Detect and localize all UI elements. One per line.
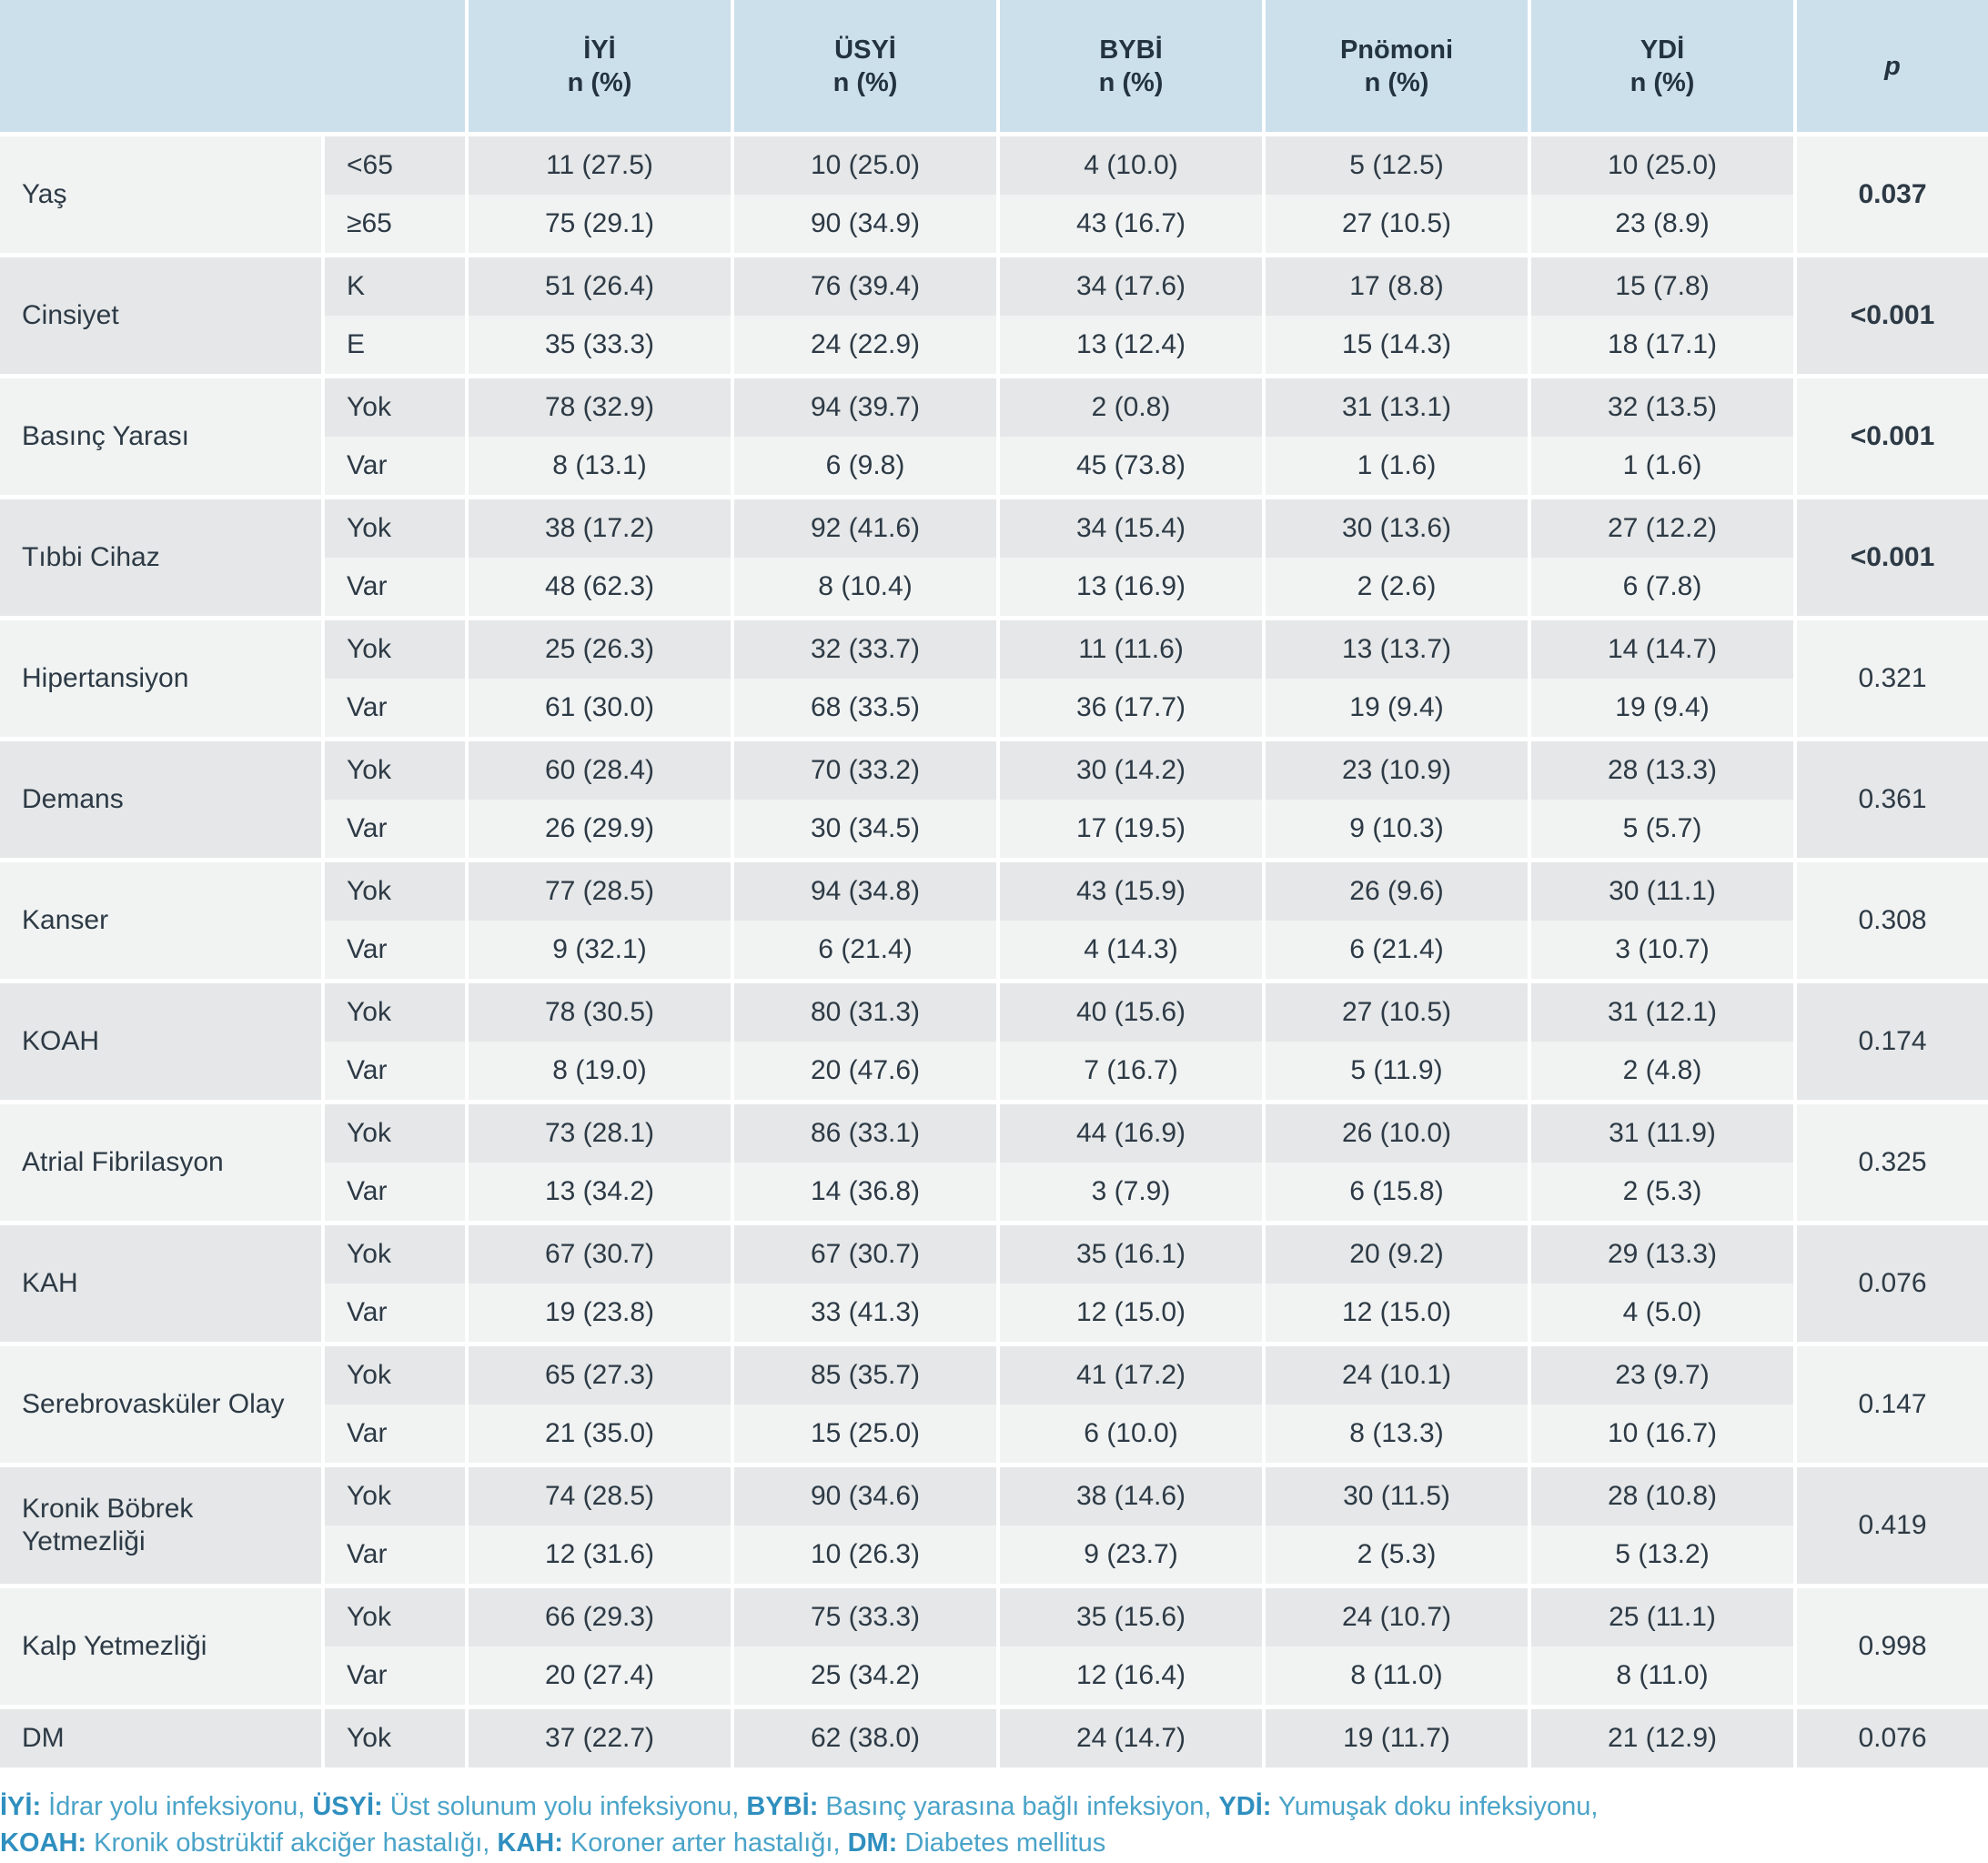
- group-11: [0, 1465, 1988, 1586]
- value-cell: 1 (1.6): [1529, 437, 1795, 498]
- value-cell: 86 (33.1): [732, 1103, 998, 1163]
- value-cell: 5 (12.5): [1264, 135, 1529, 196]
- value-cell: 9 (10.3): [1264, 800, 1529, 861]
- footnote-definition: Kronik obstrüktif akciğer hastalığı,: [86, 1828, 498, 1858]
- subgroup-label: Var: [323, 800, 467, 861]
- header-col-pnomoni: Pnömoni n (%): [1264, 0, 1529, 135]
- value-cell: 10 (26.3): [732, 1526, 998, 1586]
- p-value: <0.001: [1795, 256, 1988, 377]
- value-cell: 5 (13.2): [1529, 1526, 1795, 1586]
- value-cell: 12 (15.0): [1264, 1284, 1529, 1344]
- value-cell: 14 (14.7): [1529, 619, 1795, 680]
- table-row: [0, 1707, 1988, 1768]
- value-cell: 6 (21.4): [1264, 921, 1529, 982]
- subgroup-label: Var: [323, 558, 467, 619]
- group-0: [0, 135, 1988, 256]
- subgroup-label: Yok: [323, 982, 467, 1042]
- subgroup-label: Yok: [323, 1707, 467, 1768]
- subgroup-label: Var: [323, 1284, 467, 1344]
- value-cell: 13 (16.9): [998, 558, 1264, 619]
- subgroup-label: ≥65: [323, 195, 467, 256]
- variable-label: Kalp Yetmezliği: [0, 1586, 323, 1707]
- value-cell: 80 (31.3): [732, 982, 998, 1042]
- subgroup-label: Var: [323, 1042, 467, 1103]
- variable-label: Demans: [0, 740, 323, 861]
- subgroup-label: Var: [323, 1646, 467, 1707]
- value-cell: 21 (12.9): [1529, 1707, 1795, 1768]
- subgroup-label: Var: [323, 679, 467, 740]
- p-value: 0.308: [1795, 861, 1988, 982]
- variable-label: KOAH: [0, 982, 323, 1103]
- value-cell: 19 (11.7): [1264, 1707, 1529, 1768]
- value-cell: 2 (0.8): [998, 377, 1264, 438]
- value-cell: 2 (2.6): [1264, 558, 1529, 619]
- variable-label: Basınç Yarası: [0, 377, 323, 498]
- value-cell: 8 (13.3): [1264, 1405, 1529, 1465]
- variable-label: Kronik Böbrek Yetmezliği: [0, 1465, 323, 1586]
- value-cell: 40 (15.6): [998, 982, 1264, 1042]
- subgroup-label: K: [323, 256, 467, 317]
- footnote-abbr: KOAH:: [0, 1828, 87, 1858]
- variable-label: Atrial Fibrilasyon: [0, 1103, 323, 1224]
- p-value: 0.037: [1795, 135, 1988, 256]
- value-cell: 23 (9.7): [1529, 1344, 1795, 1405]
- value-cell: 25 (11.1): [1529, 1586, 1795, 1647]
- value-cell: 48 (62.3): [467, 558, 732, 619]
- value-cell: 35 (33.3): [467, 316, 732, 377]
- value-cell: 20 (27.4): [467, 1646, 732, 1707]
- value-cell: 28 (13.3): [1529, 740, 1795, 801]
- table-header: [0, 0, 1988, 135]
- value-cell: 5 (11.9): [1264, 1042, 1529, 1103]
- subgroup-label: Yok: [323, 498, 467, 559]
- value-cell: 2 (5.3): [1264, 1526, 1529, 1586]
- subgroup-label: Yok: [323, 861, 467, 921]
- value-cell: 35 (16.1): [998, 1224, 1264, 1284]
- footnote-abbr: KAH:: [497, 1828, 563, 1858]
- footnote-abbr: İYİ:: [0, 1792, 42, 1821]
- value-cell: 67 (30.7): [732, 1224, 998, 1284]
- value-cell: 75 (33.3): [732, 1586, 998, 1647]
- value-cell: 17 (19.5): [998, 800, 1264, 861]
- table-row: [0, 1465, 1988, 1526]
- value-cell: 10 (25.0): [1529, 135, 1795, 196]
- value-cell: 6 (9.8): [732, 437, 998, 498]
- header-col-usyi: ÜSYİ n (%): [732, 0, 998, 135]
- subgroup-label: Yok: [323, 1103, 467, 1163]
- footnote-definition: Yumuşak doku infeksiyonu,: [1271, 1792, 1599, 1821]
- value-cell: 44 (16.9): [998, 1103, 1264, 1163]
- footnote-abbr: BYBİ:: [746, 1792, 819, 1821]
- value-cell: 2 (4.8): [1529, 1042, 1795, 1103]
- table-row: [0, 1344, 1988, 1405]
- footnote-line1: [0, 1788, 1988, 1825]
- subgroup-label: Var: [323, 437, 467, 498]
- value-cell: 68 (33.5): [732, 679, 998, 740]
- value-cell: 13 (12.4): [998, 316, 1264, 377]
- p-value: 0.325: [1795, 1103, 1988, 1224]
- value-cell: 31 (11.9): [1529, 1103, 1795, 1163]
- value-cell: 70 (33.2): [732, 740, 998, 801]
- value-cell: 8 (10.4): [732, 558, 998, 619]
- table-row: [0, 256, 1988, 317]
- group-3: [0, 498, 1988, 619]
- value-cell: 8 (11.0): [1529, 1646, 1795, 1707]
- value-cell: 6 (15.8): [1264, 1163, 1529, 1224]
- value-cell: 32 (13.5): [1529, 377, 1795, 438]
- value-cell: 36 (17.7): [998, 679, 1264, 740]
- group-10: [0, 1344, 1988, 1465]
- value-cell: 15 (7.8): [1529, 256, 1795, 317]
- value-cell: 6 (21.4): [732, 921, 998, 982]
- value-cell: 17 (8.8): [1264, 256, 1529, 317]
- footnote-definition: Basınç yarasına bağlı infeksiyon,: [818, 1792, 1219, 1821]
- group-7: [0, 982, 1988, 1103]
- header-col-ydi: YDİ n (%): [1529, 0, 1795, 135]
- footnote: [0, 1788, 1988, 1861]
- value-cell: 61 (30.0): [467, 679, 732, 740]
- subgroup-label: Var: [323, 1163, 467, 1224]
- value-cell: 26 (10.0): [1264, 1103, 1529, 1163]
- value-cell: 24 (10.7): [1264, 1586, 1529, 1647]
- value-cell: 13 (34.2): [467, 1163, 732, 1224]
- value-cell: 45 (73.8): [998, 437, 1264, 498]
- table-row: [0, 377, 1988, 438]
- value-cell: 15 (25.0): [732, 1405, 998, 1465]
- value-cell: 27 (10.5): [1264, 195, 1529, 256]
- table-row: [0, 982, 1988, 1042]
- value-cell: 25 (26.3): [467, 619, 732, 680]
- value-cell: 30 (13.6): [1264, 498, 1529, 559]
- value-cell: 94 (39.7): [732, 377, 998, 438]
- value-cell: 25 (34.2): [732, 1646, 998, 1707]
- value-cell: 6 (10.0): [998, 1405, 1264, 1465]
- value-cell: 9 (32.1): [467, 921, 732, 982]
- value-cell: 85 (35.7): [732, 1344, 998, 1405]
- subgroup-label: Yok: [323, 1344, 467, 1405]
- value-cell: 28 (10.8): [1529, 1465, 1795, 1526]
- variable-label: Yaş: [0, 135, 323, 256]
- value-cell: 74 (28.5): [467, 1465, 732, 1526]
- value-cell: 21 (35.0): [467, 1405, 732, 1465]
- group-4: [0, 619, 1988, 740]
- p-value: 0.076: [1795, 1224, 1988, 1344]
- value-cell: 34 (17.6): [998, 256, 1264, 317]
- value-cell: 43 (16.7): [998, 195, 1264, 256]
- value-cell: 67 (30.7): [467, 1224, 732, 1284]
- group-6: [0, 861, 1988, 982]
- subgroup-label: Yok: [323, 1224, 467, 1284]
- subgroup-label: Var: [323, 1526, 467, 1586]
- subgroup-label: Var: [323, 1405, 467, 1465]
- p-value: 0.174: [1795, 982, 1988, 1103]
- value-cell: 35 (15.6): [998, 1586, 1264, 1647]
- value-cell: 8 (19.0): [467, 1042, 732, 1103]
- value-cell: 32 (33.7): [732, 619, 998, 680]
- table-row: [0, 1586, 1988, 1647]
- p-value: 0.147: [1795, 1344, 1988, 1465]
- value-cell: 24 (14.7): [998, 1707, 1264, 1768]
- value-cell: 1 (1.6): [1264, 437, 1529, 498]
- value-cell: 18 (17.1): [1529, 316, 1795, 377]
- subgroup-label: <65: [323, 135, 467, 196]
- subgroup-label: Yok: [323, 740, 467, 801]
- subgroup-label: Yok: [323, 377, 467, 438]
- p-value: <0.001: [1795, 377, 1988, 498]
- value-cell: 12 (16.4): [998, 1646, 1264, 1707]
- table-row: [0, 1224, 1988, 1284]
- value-cell: 14 (36.8): [732, 1163, 998, 1224]
- table-row: [0, 498, 1988, 559]
- value-cell: 6 (7.8): [1529, 558, 1795, 619]
- footnote-line2: [0, 1825, 1988, 1861]
- variable-label: Cinsiyet: [0, 256, 323, 377]
- value-cell: 24 (10.1): [1264, 1344, 1529, 1405]
- p-value: 0.361: [1795, 740, 1988, 861]
- table-row: [0, 740, 1988, 801]
- value-cell: 30 (11.1): [1529, 861, 1795, 921]
- p-value: <0.001: [1795, 498, 1988, 619]
- group-9: [0, 1224, 1988, 1344]
- footnote-abbr: YDİ:: [1218, 1792, 1272, 1821]
- group-13: [0, 1707, 1988, 1768]
- value-cell: 12 (31.6): [467, 1526, 732, 1586]
- footnote-definition: İdrar yolu infeksiyonu,: [41, 1792, 313, 1821]
- value-cell: 41 (17.2): [998, 1344, 1264, 1405]
- subgroup-label: Yok: [323, 1465, 467, 1526]
- value-cell: 26 (9.6): [1264, 861, 1529, 921]
- group-1: [0, 256, 1988, 377]
- table-row: [0, 1103, 1988, 1163]
- value-cell: 73 (28.1): [467, 1103, 732, 1163]
- value-cell: 30 (11.5): [1264, 1465, 1529, 1526]
- value-cell: 4 (14.3): [998, 921, 1264, 982]
- table-row: [0, 619, 1988, 680]
- value-cell: 4 (5.0): [1529, 1284, 1795, 1344]
- value-cell: 90 (34.9): [732, 195, 998, 256]
- value-cell: 26 (29.9): [467, 800, 732, 861]
- value-cell: 20 (47.6): [732, 1042, 998, 1103]
- value-cell: 37 (22.7): [467, 1707, 732, 1768]
- value-cell: 3 (7.9): [998, 1163, 1264, 1224]
- subgroup-label: Yok: [323, 619, 467, 680]
- value-cell: 31 (13.1): [1264, 377, 1529, 438]
- subgroup-label: Var: [323, 921, 467, 982]
- value-cell: 11 (11.6): [998, 619, 1264, 680]
- header-col-bybi: BYBİ n (%): [998, 0, 1264, 135]
- value-cell: 24 (22.9): [732, 316, 998, 377]
- group-5: [0, 740, 1988, 861]
- value-cell: 31 (12.1): [1529, 982, 1795, 1042]
- value-cell: 15 (14.3): [1264, 316, 1529, 377]
- table-row: [0, 135, 1988, 196]
- footnote-definition: Koroner arter hastalığı,: [562, 1828, 848, 1858]
- value-cell: 78 (30.5): [467, 982, 732, 1042]
- p-value: 0.321: [1795, 619, 1988, 740]
- p-value: 0.419: [1795, 1465, 1988, 1586]
- value-cell: 60 (28.4): [467, 740, 732, 801]
- variable-label: Kanser: [0, 861, 323, 982]
- value-cell: 43 (15.9): [998, 861, 1264, 921]
- value-cell: 3 (10.7): [1529, 921, 1795, 982]
- variable-label: DM: [0, 1707, 323, 1768]
- value-cell: 20 (9.2): [1264, 1224, 1529, 1284]
- value-cell: 66 (29.3): [467, 1586, 732, 1647]
- value-cell: 5 (5.7): [1529, 800, 1795, 861]
- header-col-p: p: [1795, 0, 1988, 135]
- value-cell: 33 (41.3): [732, 1284, 998, 1344]
- value-cell: 27 (10.5): [1264, 982, 1529, 1042]
- header-empty-cell: [0, 0, 467, 135]
- value-cell: 27 (12.2): [1529, 498, 1795, 559]
- footnote-definition: Diabetes mellitus: [897, 1828, 1106, 1858]
- value-cell: 65 (27.3): [467, 1344, 732, 1405]
- value-cell: 30 (34.5): [732, 800, 998, 861]
- group-2: [0, 377, 1988, 498]
- value-cell: 34 (15.4): [998, 498, 1264, 559]
- footnote-definition: Üst solunum yolu infeksiyonu,: [382, 1792, 747, 1821]
- value-cell: 30 (14.2): [998, 740, 1264, 801]
- value-cell: 19 (23.8): [467, 1284, 732, 1344]
- value-cell: 51 (26.4): [467, 256, 732, 317]
- value-cell: 7 (16.7): [998, 1042, 1264, 1103]
- variable-label: Serebrovasküler Olay: [0, 1344, 323, 1465]
- value-cell: 29 (13.3): [1529, 1224, 1795, 1284]
- value-cell: 10 (25.0): [732, 135, 998, 196]
- variable-label: KAH: [0, 1224, 323, 1344]
- value-cell: 94 (34.8): [732, 861, 998, 921]
- value-cell: 9 (23.7): [998, 1526, 1264, 1586]
- value-cell: 11 (27.5): [467, 135, 732, 196]
- value-cell: 19 (9.4): [1529, 679, 1795, 740]
- value-cell: 92 (41.6): [732, 498, 998, 559]
- value-cell: 4 (10.0): [998, 135, 1264, 196]
- value-cell: 19 (9.4): [1264, 679, 1529, 740]
- value-cell: 76 (39.4): [732, 256, 998, 317]
- footnote-abbr: ÜSYİ:: [312, 1792, 383, 1821]
- variable-label: Tıbbi Cihaz: [0, 498, 323, 619]
- footnote-abbr: DM:: [847, 1828, 898, 1858]
- value-cell: 12 (15.0): [998, 1284, 1264, 1344]
- value-cell: 38 (14.6): [998, 1465, 1264, 1526]
- table-row: [0, 861, 1988, 921]
- value-cell: 90 (34.6): [732, 1465, 998, 1526]
- value-cell: 13 (13.7): [1264, 619, 1529, 680]
- p-value: 0.076: [1795, 1707, 1988, 1768]
- value-cell: 8 (13.1): [467, 437, 732, 498]
- variable-label: Hipertansiyon: [0, 619, 323, 740]
- value-cell: 75 (29.1): [467, 195, 732, 256]
- group-12: [0, 1586, 1988, 1707]
- subgroup-label: Yok: [323, 1586, 467, 1647]
- value-cell: 2 (5.3): [1529, 1163, 1795, 1224]
- subgroup-label: E: [323, 316, 467, 377]
- value-cell: 8 (11.0): [1264, 1646, 1529, 1707]
- header-col-iyi: İYİ n (%): [467, 0, 732, 135]
- value-cell: 77 (28.5): [467, 861, 732, 921]
- group-8: [0, 1103, 1988, 1224]
- value-cell: 62 (38.0): [732, 1707, 998, 1768]
- value-cell: 78 (32.9): [467, 377, 732, 438]
- value-cell: 10 (16.7): [1529, 1405, 1795, 1465]
- value-cell: 23 (8.9): [1529, 195, 1795, 256]
- value-cell: 38 (17.2): [467, 498, 732, 559]
- p-value: 0.998: [1795, 1586, 1988, 1707]
- value-cell: 23 (10.9): [1264, 740, 1529, 801]
